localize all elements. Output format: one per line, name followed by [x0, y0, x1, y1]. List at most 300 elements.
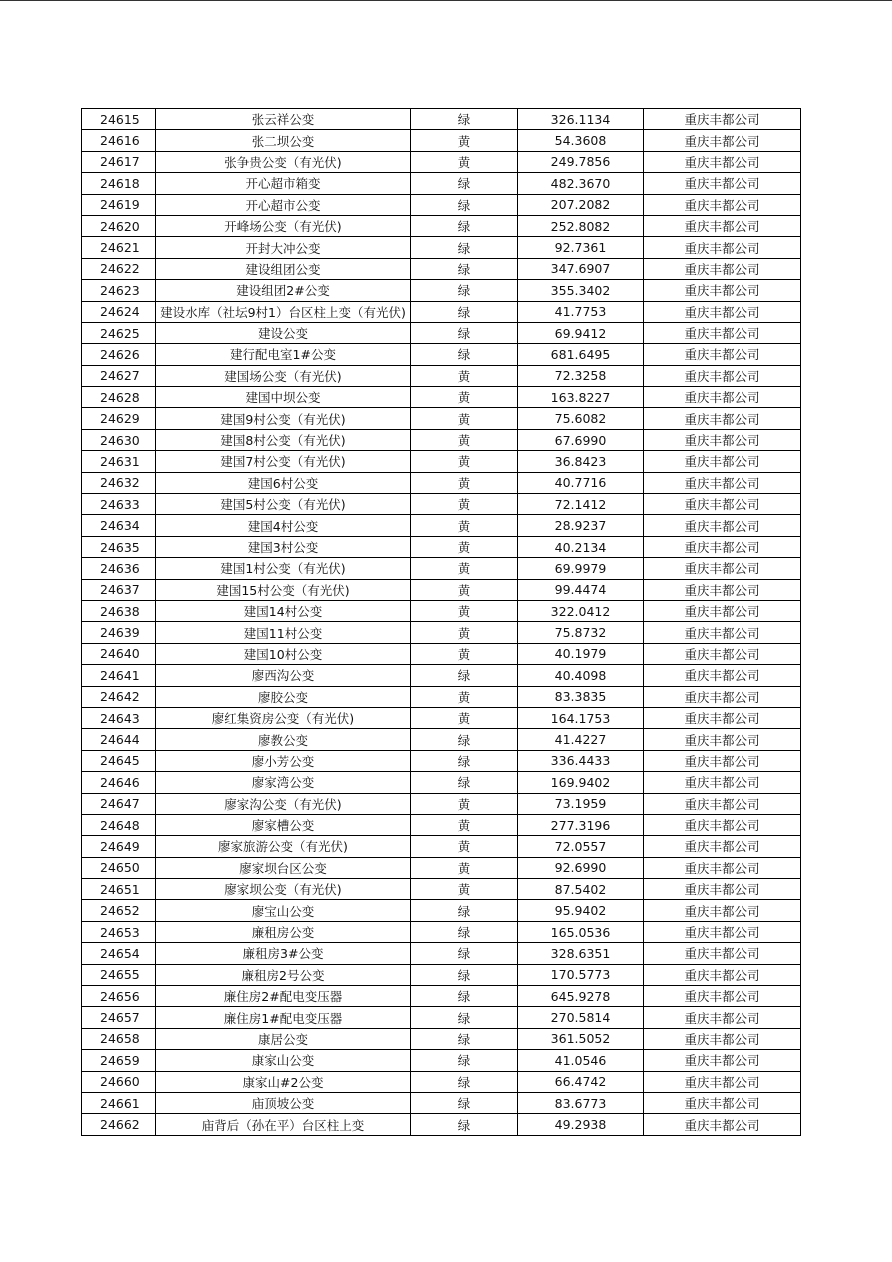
status-color-cell-text: 绿 — [457, 775, 471, 791]
company-cell — [644, 173, 801, 194]
table-row — [82, 344, 801, 365]
row-id-cell-text: 24630 — [100, 432, 140, 448]
company-cell-text: 重庆丰都公司 — [684, 518, 760, 534]
status-color-cell-text: 绿 — [457, 219, 471, 235]
row-id-cell-text: 24656 — [100, 988, 140, 1004]
station-name-cell-text: 建设水库（社坛9村1）台区柱上变（有光伏) — [160, 304, 406, 320]
value-cell — [518, 1071, 644, 1092]
station-name-cell — [156, 322, 411, 343]
value-cell-text: 75.8732 — [554, 625, 607, 641]
row-id-cell — [82, 387, 156, 408]
company-cell — [644, 344, 801, 365]
value-cell-text: 83.6773 — [554, 1095, 607, 1111]
station-name-cell-text: 廉租房3#公变 — [242, 946, 324, 962]
status-color-cell-text: 黄 — [457, 475, 471, 491]
company-cell-text: 重庆丰都公司 — [684, 903, 760, 919]
row-id-cell — [82, 301, 156, 322]
value-cell — [518, 387, 644, 408]
station-name-cell — [156, 215, 411, 236]
value-cell-text: 92.6990 — [554, 860, 607, 876]
company-cell-text: 重庆丰都公司 — [684, 433, 760, 449]
company-cell — [644, 600, 801, 621]
table-row — [82, 472, 801, 493]
row-id-cell — [82, 686, 156, 707]
company-cell-text: 重庆丰都公司 — [684, 347, 760, 363]
company-cell-text: 重庆丰都公司 — [684, 989, 760, 1005]
table-row — [82, 301, 801, 322]
station-name-cell — [156, 130, 411, 151]
table-row — [82, 643, 801, 664]
station-name-cell-text: 建国10村公变 — [243, 646, 323, 662]
status-color-cell — [411, 515, 518, 536]
table-row — [82, 515, 801, 536]
company-cell-text: 重庆丰都公司 — [684, 796, 760, 812]
status-color-cell-text: 黄 — [457, 796, 471, 812]
status-color-cell-text: 黄 — [457, 390, 471, 406]
table-row — [82, 772, 801, 793]
row-id-cell — [82, 194, 156, 215]
row-id-cell — [82, 258, 156, 279]
company-cell — [644, 515, 801, 536]
station-name-cell-text: 建国7村公变（有光伏) — [220, 454, 346, 470]
status-color-cell — [411, 1028, 518, 1049]
value-cell-text: 36.8423 — [554, 453, 607, 469]
status-color-cell-text: 黄 — [457, 540, 471, 555]
company-cell — [644, 429, 801, 450]
row-id-cell — [82, 964, 156, 985]
row-id-cell-text: 24622 — [100, 261, 140, 277]
station-name-cell-text: 廖小芳公变 — [251, 753, 315, 769]
row-id-cell-text: 24654 — [100, 945, 140, 961]
value-cell — [518, 879, 644, 900]
value-cell — [518, 258, 644, 279]
status-color-cell — [411, 215, 518, 236]
status-color-cell-text: 绿 — [457, 112, 471, 128]
value-cell — [518, 750, 644, 771]
station-name-cell-text: 廖红集资房公变（有光伏) — [211, 711, 355, 727]
value-cell-text: 322.0412 — [550, 603, 611, 619]
row-id-cell — [82, 665, 156, 686]
status-color-cell — [411, 1071, 518, 1092]
company-cell-text: 重庆丰都公司 — [684, 604, 760, 620]
value-cell-text: 40.1979 — [554, 646, 607, 662]
station-name-cell — [156, 237, 411, 258]
table-row — [82, 429, 801, 450]
status-color-cell-text: 黄 — [457, 839, 471, 855]
row-id-cell — [82, 151, 156, 172]
status-color-cell — [411, 322, 518, 343]
status-color-cell — [411, 814, 518, 835]
company-cell — [644, 1007, 801, 1028]
station-name-cell — [156, 173, 411, 194]
company-cell — [644, 643, 801, 664]
company-cell-text: 重庆丰都公司 — [684, 818, 760, 834]
table-row — [82, 322, 801, 343]
table-row — [82, 814, 801, 835]
station-name-cell-text: 廖家沟公变（有光伏) — [224, 796, 342, 812]
status-color-cell-text: 黄 — [457, 882, 471, 898]
station-name-cell — [156, 280, 411, 301]
row-id-cell — [82, 857, 156, 878]
value-cell-text: 75.6082 — [554, 411, 607, 427]
value-cell-text: 249.7856 — [550, 154, 611, 170]
station-name-cell-text: 廖胶公变 — [257, 689, 308, 705]
status-color-cell-text: 绿 — [457, 1117, 471, 1133]
row-id-cell-text: 24621 — [100, 240, 140, 256]
station-name-cell — [156, 258, 411, 279]
status-color-cell-text: 绿 — [457, 1096, 471, 1112]
company-cell-text: 重庆丰都公司 — [684, 197, 760, 213]
row-id-cell-text: 24655 — [100, 967, 140, 983]
station-name-cell — [156, 387, 411, 408]
company-cell-text: 重庆丰都公司 — [684, 475, 760, 491]
station-name-cell-text: 建国中坝公变 — [245, 390, 321, 406]
table-row — [82, 536, 801, 557]
table-row — [82, 665, 801, 686]
company-cell-text: 重庆丰都公司 — [684, 326, 760, 342]
company-cell — [644, 665, 801, 686]
table-row — [82, 173, 801, 194]
status-color-cell-text: 绿 — [457, 732, 471, 748]
status-color-cell-text: 黄 — [457, 497, 471, 513]
row-id-cell-text: 24640 — [100, 646, 140, 662]
station-name-cell-text: 建国1村公变（有光伏) — [220, 561, 346, 577]
row-id-cell — [82, 921, 156, 942]
value-cell — [518, 921, 644, 942]
table-row — [82, 215, 801, 236]
value-cell-text: 41.4227 — [554, 732, 607, 748]
table-row — [82, 836, 801, 857]
status-color-cell — [411, 558, 518, 579]
status-color-cell-text: 绿 — [457, 304, 471, 320]
row-id-cell — [82, 879, 156, 900]
status-color-cell — [411, 857, 518, 878]
status-color-cell — [411, 280, 518, 301]
table-row — [82, 1092, 801, 1113]
station-name-cell-text: 康家山公变 — [251, 1053, 315, 1069]
value-cell — [518, 943, 644, 964]
company-cell-text: 重庆丰都公司 — [684, 112, 760, 128]
status-color-cell-text: 绿 — [457, 176, 471, 192]
status-color-cell-text: 绿 — [457, 283, 471, 299]
table-row — [82, 729, 801, 750]
station-name-cell — [156, 365, 411, 386]
row-id-cell-text: 24620 — [100, 218, 140, 234]
table-body — [82, 109, 801, 1136]
station-name-cell-text: 廖宝山公变 — [251, 903, 315, 919]
company-cell-text: 重庆丰都公司 — [684, 176, 760, 192]
station-name-cell-text: 廖家坝公变（有光伏) — [224, 882, 342, 898]
value-cell-text: 326.1134 — [550, 111, 611, 127]
company-cell — [644, 322, 801, 343]
row-id-cell — [82, 494, 156, 515]
value-cell-text: 40.4098 — [554, 667, 607, 683]
value-cell — [518, 515, 644, 536]
station-name-cell — [156, 772, 411, 793]
value-cell — [518, 793, 644, 814]
station-name-cell-text: 建行配电室1#公变 — [230, 347, 336, 363]
value-cell — [518, 130, 644, 151]
row-id-cell-text: 24639 — [100, 625, 140, 641]
station-name-cell-text: 廉租房公变 — [251, 925, 315, 941]
value-cell — [518, 365, 644, 386]
station-name-cell — [156, 1028, 411, 1049]
station-name-cell — [156, 1071, 411, 1092]
row-id-cell-text: 24638 — [100, 603, 140, 619]
value-cell-text: 40.2134 — [554, 539, 607, 555]
station-name-cell-text: 开峰场公变（有光伏) — [224, 219, 342, 235]
value-cell — [518, 472, 644, 493]
station-name-cell-text: 开心超市箱变 — [245, 176, 321, 192]
station-name-cell — [156, 344, 411, 365]
status-color-cell-text: 绿 — [457, 925, 471, 941]
row-id-cell-text: 24619 — [100, 197, 140, 213]
company-cell-text: 重庆丰都公司 — [684, 1053, 760, 1069]
station-name-cell — [156, 900, 411, 921]
station-name-cell — [156, 986, 411, 1007]
status-color-cell — [411, 622, 518, 643]
company-cell-text: 重庆丰都公司 — [684, 368, 760, 384]
value-cell-text: 207.2082 — [550, 197, 611, 213]
table-row — [82, 943, 801, 964]
status-color-cell — [411, 194, 518, 215]
company-cell-text: 重庆丰都公司 — [684, 839, 760, 855]
company-cell — [644, 258, 801, 279]
value-cell — [518, 1007, 644, 1028]
row-id-cell — [82, 130, 156, 151]
company-cell — [644, 622, 801, 643]
value-cell-text: 40.7716 — [554, 475, 607, 491]
status-color-cell — [411, 344, 518, 365]
value-cell — [518, 322, 644, 343]
station-name-cell — [156, 109, 411, 130]
company-cell-text: 重庆丰都公司 — [684, 454, 760, 470]
station-name-cell — [156, 921, 411, 942]
row-id-cell — [82, 814, 156, 835]
value-cell-text: 482.3670 — [550, 175, 611, 191]
status-color-cell — [411, 686, 518, 707]
station-name-cell-text: 开心超市公变 — [245, 197, 321, 213]
station-name-cell — [156, 472, 411, 493]
company-cell-text: 重庆丰都公司 — [684, 283, 760, 299]
company-cell-text: 重庆丰都公司 — [684, 1117, 760, 1133]
value-cell — [518, 215, 644, 236]
status-color-cell-text: 黄 — [457, 625, 471, 641]
company-cell — [644, 707, 801, 728]
company-cell — [644, 750, 801, 771]
value-cell-text: 163.8227 — [550, 389, 611, 405]
status-color-cell — [411, 258, 518, 279]
row-id-cell — [82, 900, 156, 921]
status-color-cell — [411, 494, 518, 515]
table-row — [82, 579, 801, 600]
status-color-cell-text: 黄 — [457, 818, 471, 834]
station-name-cell — [156, 665, 411, 686]
value-cell — [518, 1028, 644, 1049]
company-cell — [644, 558, 801, 579]
value-cell-text: 355.3402 — [550, 282, 611, 298]
status-color-cell-text: 绿 — [457, 240, 471, 256]
table-row — [82, 879, 801, 900]
station-name-cell-text: 廉租房2号公变 — [241, 967, 325, 983]
value-cell-text: 277.3196 — [550, 817, 611, 833]
status-color-cell — [411, 643, 518, 664]
row-id-cell-text: 24643 — [100, 710, 140, 726]
row-id-cell-text: 24629 — [100, 411, 140, 427]
station-name-cell-text: 张云祥公变 — [251, 112, 315, 128]
status-color-cell — [411, 536, 518, 557]
station-name-cell-text: 建国场公变（有光伏) — [224, 368, 342, 384]
value-cell-text: 54.3608 — [554, 133, 607, 149]
row-id-cell — [82, 109, 156, 130]
status-color-cell — [411, 665, 518, 686]
status-color-cell — [411, 879, 518, 900]
status-color-cell-text: 绿 — [457, 197, 471, 213]
value-cell-text: 69.9979 — [554, 560, 607, 576]
station-name-cell — [156, 879, 411, 900]
row-id-cell-text: 24617 — [100, 154, 140, 170]
company-cell-text: 重庆丰都公司 — [684, 411, 760, 427]
row-id-cell-text: 24626 — [100, 346, 140, 362]
value-cell-text: 66.4742 — [554, 1074, 607, 1090]
table-row — [82, 365, 801, 386]
row-id-cell-text: 24635 — [100, 539, 140, 555]
table-row — [82, 1028, 801, 1049]
company-cell-text: 重庆丰都公司 — [684, 582, 760, 598]
value-cell — [518, 408, 644, 429]
company-cell — [644, 280, 801, 301]
company-cell — [644, 857, 801, 878]
status-color-cell-text: 黄 — [457, 454, 471, 470]
status-color-cell-text: 绿 — [457, 1074, 471, 1090]
status-color-cell-text: 绿 — [457, 261, 471, 277]
status-color-cell — [411, 600, 518, 621]
row-id-cell-text: 24627 — [100, 368, 140, 384]
station-name-cell — [156, 515, 411, 536]
value-cell — [518, 558, 644, 579]
value-cell-text: 72.0557 — [554, 838, 607, 854]
status-color-cell — [411, 921, 518, 942]
company-cell-text: 重庆丰都公司 — [684, 882, 760, 898]
status-color-cell — [411, 1114, 518, 1135]
station-name-cell — [156, 1050, 411, 1071]
row-id-cell — [82, 215, 156, 236]
status-color-cell-text: 黄 — [457, 860, 471, 876]
company-cell — [644, 109, 801, 130]
station-name-cell-text: 康家山#2公变 — [242, 1074, 324, 1090]
status-color-cell — [411, 1007, 518, 1028]
company-cell — [644, 536, 801, 557]
company-cell-text: 重庆丰都公司 — [684, 1010, 760, 1026]
row-id-cell — [82, 472, 156, 493]
row-id-cell-text: 24657 — [100, 1010, 140, 1026]
row-id-cell-text: 24646 — [100, 774, 140, 790]
company-cell — [644, 814, 801, 835]
value-cell-text: 83.3835 — [554, 689, 607, 705]
status-color-cell — [411, 387, 518, 408]
table-row — [82, 280, 801, 301]
table-row — [82, 686, 801, 707]
row-id-cell — [82, 173, 156, 194]
value-cell-text: 28.9237 — [554, 518, 607, 534]
company-cell-text: 重庆丰都公司 — [684, 967, 760, 983]
status-color-cell — [411, 301, 518, 322]
row-id-cell-text: 24649 — [100, 838, 140, 854]
station-name-cell — [156, 579, 411, 600]
value-cell-text: 41.0546 — [554, 1052, 607, 1068]
table-row — [82, 1007, 801, 1028]
company-cell — [644, 900, 801, 921]
row-id-cell — [82, 1071, 156, 1092]
company-cell — [644, 1071, 801, 1092]
company-cell — [644, 964, 801, 985]
company-cell-text: 重庆丰都公司 — [684, 625, 760, 641]
station-name-cell-text: 廖教公变 — [257, 732, 308, 748]
status-color-cell — [411, 451, 518, 472]
row-id-cell-text: 24616 — [100, 133, 140, 149]
station-name-cell-text: 建国15村公变（有光伏) — [216, 582, 350, 598]
station-name-cell-text: 张二坝公变 — [251, 133, 315, 149]
status-color-cell-text: 绿 — [457, 753, 471, 769]
row-id-cell — [82, 536, 156, 557]
value-cell — [518, 429, 644, 450]
value-cell — [518, 814, 644, 835]
row-id-cell — [82, 1114, 156, 1135]
company-cell-text: 重庆丰都公司 — [684, 925, 760, 941]
row-id-cell — [82, 322, 156, 343]
value-cell-text: 49.2938 — [554, 1117, 607, 1133]
row-id-cell-text: 24645 — [100, 753, 140, 769]
row-id-cell-text: 24628 — [100, 389, 140, 405]
value-cell-text: 270.5814 — [550, 1010, 611, 1026]
status-color-cell — [411, 173, 518, 194]
row-id-cell-text: 24632 — [100, 475, 140, 491]
station-name-cell — [156, 494, 411, 515]
row-id-cell-text: 24652 — [100, 903, 140, 919]
value-cell-text: 72.3258 — [554, 368, 607, 384]
company-cell-text: 重庆丰都公司 — [684, 646, 760, 662]
status-color-cell — [411, 579, 518, 600]
company-cell-text: 重庆丰都公司 — [684, 497, 760, 513]
station-name-cell-text: 建设组团2#公变 — [236, 283, 330, 299]
row-id-cell-text: 24661 — [100, 1095, 140, 1111]
company-cell — [644, 579, 801, 600]
status-color-cell-text: 黄 — [457, 689, 471, 705]
company-cell — [644, 921, 801, 942]
page-top-border — [0, 0, 892, 1]
company-cell-text: 重庆丰都公司 — [684, 946, 760, 962]
company-cell-text: 重庆丰都公司 — [684, 561, 760, 577]
transformer-table — [81, 108, 801, 1136]
station-name-cell — [156, 536, 411, 557]
value-cell-text: 99.4474 — [554, 582, 607, 598]
company-cell — [644, 1092, 801, 1113]
station-name-cell — [156, 600, 411, 621]
status-color-cell-text: 黄 — [457, 561, 471, 577]
company-cell — [644, 151, 801, 172]
station-name-cell-text: 廖家旅游公变（有光伏) — [218, 839, 348, 855]
value-cell — [518, 857, 644, 878]
row-id-cell — [82, 622, 156, 643]
value-cell-text: 87.5402 — [554, 881, 607, 897]
station-name-cell-text: 廉住房1#配电变压器 — [223, 1010, 343, 1026]
table-row — [82, 1050, 801, 1071]
company-cell-text: 重庆丰都公司 — [684, 540, 760, 555]
row-id-cell-text: 24641 — [100, 667, 140, 683]
company-cell-text: 重庆丰都公司 — [684, 154, 760, 170]
value-cell-text: 336.4433 — [550, 753, 611, 769]
company-cell — [644, 301, 801, 322]
